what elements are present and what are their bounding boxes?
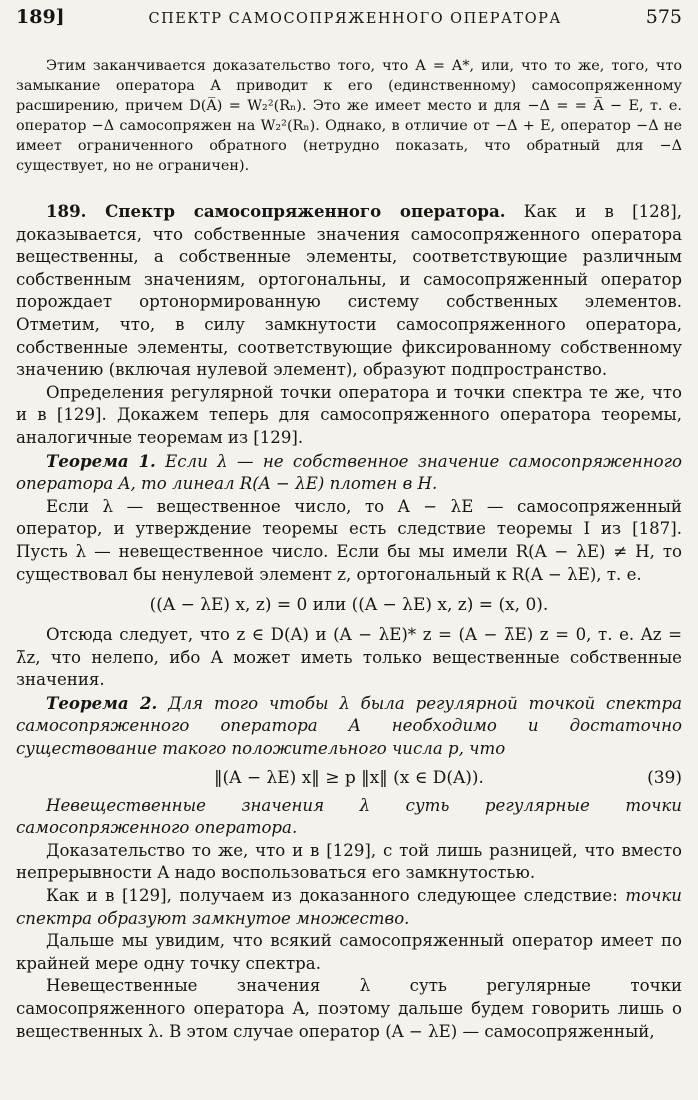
paragraph-nonreal-values: Невещественные значения λ суть регулярные точки самосопряженного оператора. [16,795,682,838]
header-running-title: СПЕКТР САМОСОПРЯЖЕННОГО ОПЕРАТОРА [148,11,562,27]
theorem-1-label: Теорема 1. [46,450,156,471]
theorem-1-text: Если λ — не собственное значение самосопряженного оператора A, то линеал R(A − λE) плотен в H. [16,451,683,494]
section-p1-text: Как и в [128], доказывается, что собственные значения самосопряженного оператора вещественны, а собственные элементы, соответствующие различным собственным значениям, ортогональны, и самосопряженный оператор порождает ортонормированную систему собственных элементов. Отметим, что, в силу замкнутости самосопряженного оператора, собственные элементы, соответствующие фиксированному собственному значению (включая нулевой элемент), образуют подпространство. [16,202,682,380]
formula-39-number: (39) [647,767,682,788]
paragraph-real-lambda: Невещественные значения λ суть регулярные точки самосопряженного оператора A, поэтому дальше будем говорить лишь о вещественных λ. В этом случае оператор (A − λE) — самосопряженный, [16,976,682,1041]
formula-39-expression: ‖(A − λE) x‖ ≥ p ‖x‖ (x ∈ D(A)). [214,767,484,788]
paragraph-proof-2: Доказательство то же, что и в [129], с той лишь разницей, что вместо непрерывности A надо воспользоваться его замкнутостью. [16,840,682,883]
formula-1: ((A − λE) x, z) = 0 или ((A − λE) x, z) = (x, 0). [149,595,549,616]
theorem-2 [16,692,682,761]
intro-paragraph: Этим заканчивается доказательство того, что A = A*, или, что то же, того, что замыкание оператора A приводит к его (единственному) самосопряженному расширению, причем D(A̅) = W₂²(Rₙ). Это же имеет место и для −Δ = = A̅ − E, т. е. оператор −Δ самосопряжен на W₂²(Rₙ). Однако, в отличие от −Δ + E, оператор −Δ не имеет ограниченного обратного (нетрудно показать, что обратный для −Δ существует, но не ограничен). [16,58,682,174]
paragraph-consequence: Отсюда следует, что z ∈ D(A) и (A − λE)* z = (A − λ̄E) z = 0, т. е. Az = λ̄z, что нелепо, ибо A может иметь только вещественные собственные значения. [16,625,682,690]
corollary-statement: точки спектра образуют замкнутое множество. [16,886,682,928]
section-first-paragraph [16,200,682,382]
theorem-1 [16,450,682,496]
section-heading: 189. Спектр самосопряженного оператора. [46,201,506,221]
theorem-2-text: Для того чтобы λ была регулярной точкой спектра самосопряженного оператора A необходимо и достаточно существование такого положительного числа p, что [16,693,682,759]
page-header [16,6,682,46]
paragraph-definitions: Определения регулярной точки оператора и точки спектра те же, что и в [129]. Докажем теперь для самосопряженного оператора теоремы, аналогичные теоремам из [129]. [16,382,682,447]
theorem-2-label: Теорема 2. [46,692,158,713]
paragraph-corollary [16,885,682,930]
paragraph-proof-1: Если λ — вещественное число, то A − λE — самосопряженный оператор, и утверждение теоремы есть следствие теоремы I из [187]. Пусть λ — невещественное число. Если бы мы имели R(A − λE) ≠ H, то существовал бы ненулевой элемент z, ортогональный к R(A − λE), т. е. [16,496,682,584]
header-page-number: 575 [645,6,682,28]
corollary-intro: Как и в [129], получаем из доказанного следующее следствие: [46,886,618,906]
paragraph-spectrum-point: Дальше мы увидим, что всякий самосопряженный оператор имеет по крайней мере одну точку спектра. [16,931,682,973]
header-section-number: 189] [16,6,65,28]
formula-39 [16,768,682,788]
